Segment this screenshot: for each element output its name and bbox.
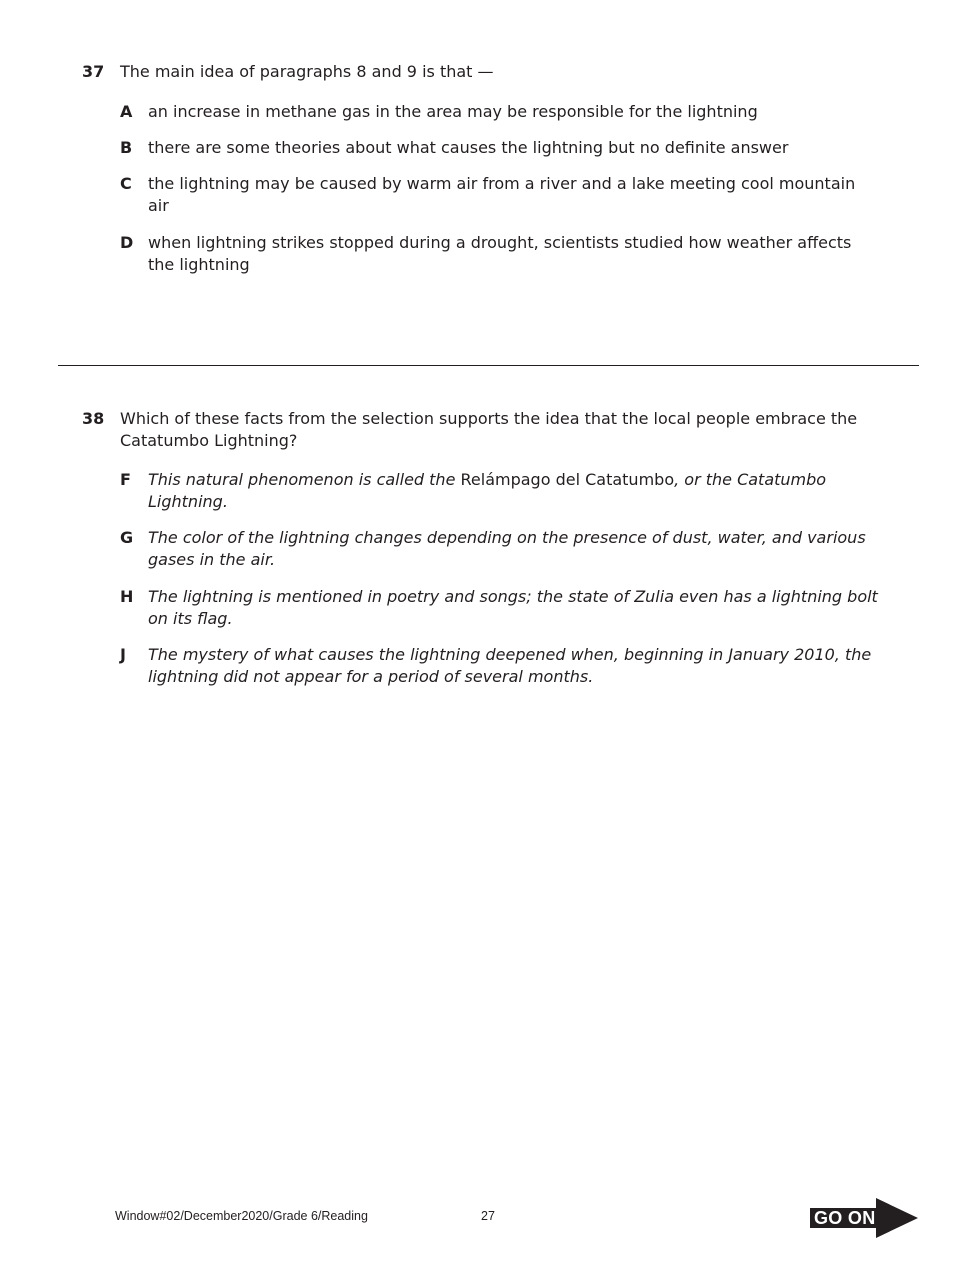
choice-c-text[interactable]: the lightning may be caused by warm air from a river and a lake meeting cool mountain air (148, 174, 856, 215)
choice-g-text[interactable]: The color of the lightning changes depending on the presence of dust, water, and various gases in the air. (148, 528, 866, 569)
choice-h-text[interactable]: The lightning is mentioned in poetry and songs; the state of Zulia even has a lightning bolt on its flag. (148, 587, 878, 628)
choice-a-letter[interactable]: A (120, 102, 133, 121)
form-identifier: Window#02/December2020/Grade 6/Reading (115, 1209, 368, 1223)
choice-b-letter[interactable]: B (120, 138, 133, 157)
question-38-stem: Which of these facts from the selection supports the idea that the local people embrace the Catatumbo Lightning? (120, 409, 858, 450)
choice-f-text-part2: , or the Catatumbo Lightning. (148, 470, 827, 511)
page-number: 27 (481, 1209, 495, 1223)
choice-f-text-roman: Relámpago del Catatumbo (460, 470, 675, 489)
choice-f-text[interactable] (148, 469, 848, 513)
question-37-stem: The main idea of paragraphs 8 and 9 is that — (120, 62, 494, 81)
arrow-right-icon (876, 1198, 918, 1238)
question-38-number: 38 (82, 409, 105, 428)
choice-a-text[interactable]: an increase in methane gas in the area may be responsible for the lightning (148, 102, 758, 121)
choice-d-letter[interactable]: D (120, 233, 134, 252)
go-on-arrow (810, 1198, 920, 1238)
section-divider (58, 365, 919, 366)
choice-j-text[interactable]: The mystery of what causes the lightning deepened when, beginning in January 2010, the lightning did not appear for a period of several months. (148, 645, 872, 686)
choice-g-letter[interactable]: G (120, 528, 134, 547)
choice-f-letter[interactable]: F (120, 470, 131, 489)
choice-c-letter[interactable]: C (120, 174, 132, 193)
choice-b-text[interactable]: there are some theories about what causes the lightning but no definite answer (148, 138, 789, 157)
choice-d-text[interactable]: when lightning strikes stopped during a drought, scientists studied how weather affects the lightning (148, 233, 852, 274)
choice-f-text-part1: This natural phenomenon is called the (148, 470, 461, 489)
choice-h-letter[interactable]: H (120, 587, 134, 606)
question-37-number: 37 (82, 62, 105, 81)
go-on-label: GO ON (814, 1208, 876, 1228)
choice-j-letter[interactable]: J (120, 645, 126, 664)
